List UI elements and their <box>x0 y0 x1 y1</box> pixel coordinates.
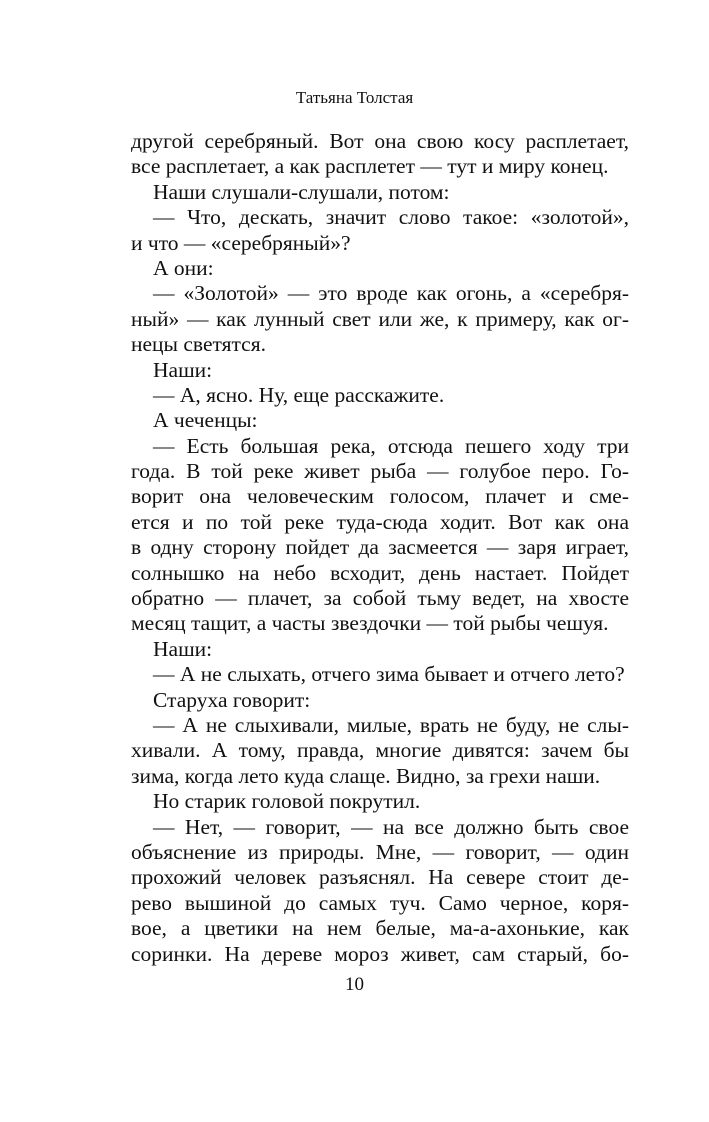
text-line: года. В той реке живет рыба — голубое перо. Го- <box>131 459 629 484</box>
text-line: солнышко на небо всходит, день настает. Пойдет <box>131 560 629 585</box>
text-line: Наши: <box>153 636 213 661</box>
text-line: обратно — плачет, за собой тьму ведет, на хвосте <box>131 586 629 611</box>
text-line: ворит она человеческим голосом, плачет и сме- <box>131 484 629 509</box>
text-line: зима, когда лето куда слаще. Видно, за грехи наши. <box>131 763 601 788</box>
text-line: вое, а цветики на нем белые, ма-а-ахонькие, как <box>131 916 629 941</box>
text-line: месяц тащит, а часты звездочки — той рыбы чешуя. <box>131 611 609 636</box>
text-line: ный» — как лунный свет или же, к примеру, как ог- <box>131 306 629 331</box>
text-line: нецы светятся. <box>131 332 266 357</box>
text-line: — А, ясно. Ну, еще расскажите. <box>153 382 445 407</box>
text-line: в одну сторону пойдет да засмеется — заря играет, <box>131 535 629 560</box>
running-title: Татьяна Толстая <box>295 88 414 107</box>
text-line: — Нет, — говорит, — на все должно быть свое <box>153 814 629 839</box>
text-line: и что — «серебряный»? <box>131 230 351 255</box>
text-line: — А не слыхивали, милые, врать не буду, не слы- <box>153 712 629 737</box>
text-line: Наши: <box>153 357 213 382</box>
body-text <box>131 129 629 967</box>
page-number: 10 <box>345 974 364 995</box>
text-line: А чеченцы: <box>153 408 258 433</box>
text-line: рево вышиной до самых туч. Само черное, коря- <box>131 890 629 915</box>
text-line: соринки. На дереве мороз живет, сам старый, бо- <box>131 941 629 966</box>
text-line: — Что, дескать, значит слово такое: «золотой», <box>153 205 629 230</box>
text-line: хивали. А тому, правда, многие дивятся: зачем бы <box>131 738 629 763</box>
text-line: Наши слушали-слушали, потом: <box>153 179 450 204</box>
text-line: Старуха говорит: <box>153 687 311 712</box>
text-line: А они: <box>153 255 214 280</box>
text-line: объяснение из природы. Мне, — говорит, — один <box>131 839 629 864</box>
text-line: все расплетает, а как расплетет — тут и миру конец. <box>131 154 609 179</box>
text-line: Но старик головой покрутил. <box>153 789 421 814</box>
text-line: — «Золотой» — это вроде как огонь, а «серебря- <box>153 281 629 306</box>
text-line: прохожий человек разъяснял. На севере стоит де- <box>131 865 629 890</box>
text-line: — А не слыхать, отчего зима бывает и отчего лето? <box>153 662 625 687</box>
text-line: — Есть большая река, отсюда пешего ходу три <box>153 433 629 458</box>
text-line: ется и по той реке туда-сюда ходит. Вот как она <box>131 509 629 534</box>
text-line: другой серебряный. Вот она свою косу расплетает, <box>131 129 629 153</box>
